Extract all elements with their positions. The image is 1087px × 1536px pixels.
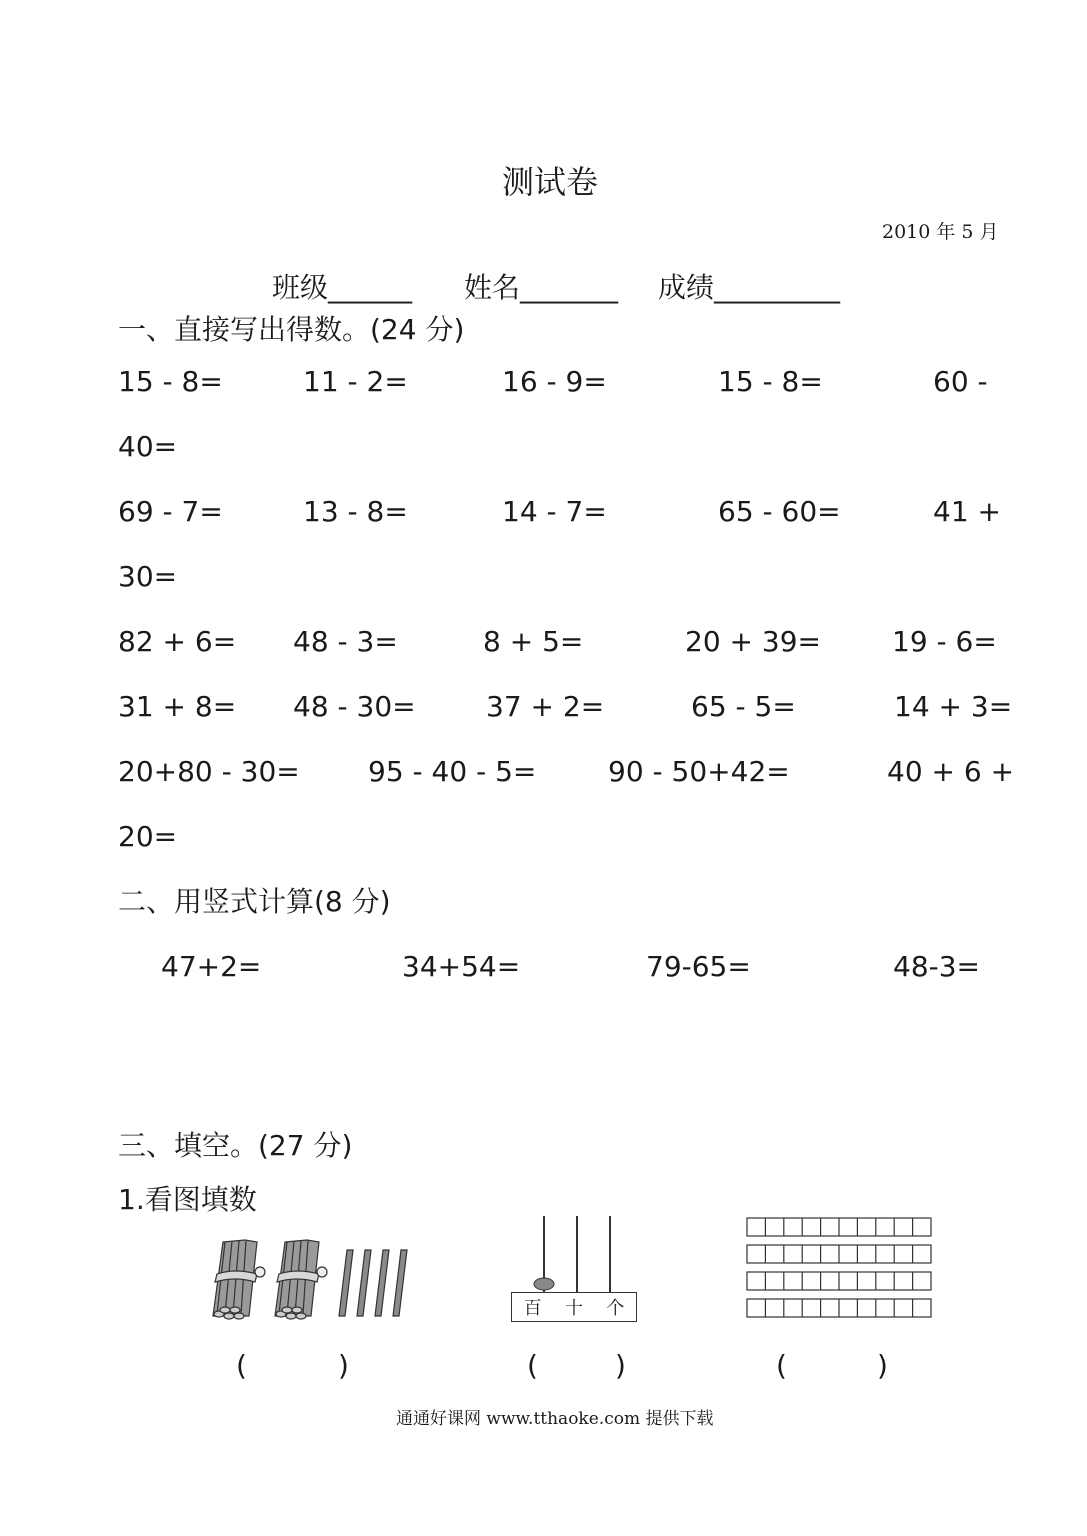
problem: 16 - 9= [502,365,607,398]
problem: 82 + 6= [118,625,237,658]
problem: 95 - 40 - 5= [368,755,537,788]
answer-paren-open: ( [236,1349,247,1382]
section2-heading: 二、用竖式计算(8 分) [118,885,391,918]
problem: 65 - 5= [691,690,796,723]
problem: 8 + 5= [483,625,584,658]
class-field: 班级______ [272,271,413,304]
section1-heading: 一、直接写出得数。(24 分) [118,313,465,346]
problem: 90 - 50+42= [608,755,790,788]
subquestion-title: 1.看图填数 [118,1183,257,1216]
problem: 60 - [933,365,988,398]
problem: 15 - 8= [118,365,223,398]
problem: 65 - 60= [718,495,841,528]
vertical-calc-problem: 79-65= [646,950,751,983]
problem: 14 + 3= [894,690,1013,723]
problem: 41 + [933,495,1001,528]
problem: 11 - 2= [303,365,408,398]
problem: 30= [118,560,178,593]
sticks-bundles-picture [205,1232,420,1324]
score-field: 成绩_________ [658,271,841,304]
problem: 20= [118,820,178,853]
date: 2010 年 5 月 [882,221,999,243]
answer-paren-open: ( [527,1349,538,1382]
problem: 40= [118,430,178,463]
page-title: 测试卷 [502,163,599,201]
problem: 19 - 6= [892,625,997,658]
vertical-calc-problem: 48-3= [893,950,981,983]
problem: 20+80 - 30= [118,755,300,788]
abacus-label-hundreds: 百 [523,1298,542,1319]
vertical-calc-problem: 34+54= [402,950,521,983]
abacus-base [511,1292,637,1322]
problem: 14 - 7= [502,495,607,528]
problem: 48 - 30= [293,690,416,723]
problem: 13 - 8= [303,495,408,528]
problem: 31 + 8= [118,690,237,723]
problem: 37 + 2= [486,690,605,723]
grid-squares-picture [746,1217,932,1319]
abacus-picture [510,1216,640,1324]
answer-paren-close: ) [615,1349,626,1382]
abacus-label-ones: 个 [606,1298,625,1319]
problem: 15 - 8= [718,365,823,398]
problem: 40 + 6 + [887,755,1015,788]
vertical-calc-problem: 47+2= [161,950,262,983]
answer-paren-close: ) [338,1349,349,1382]
section3-heading: 三、填空。(27 分) [118,1129,353,1162]
footer-credit: 通通好课网 www.tthaoke.com 提供下载 [396,1409,714,1429]
abacus-label-tens: 十 [564,1298,583,1319]
answer-paren-open: ( [776,1349,787,1382]
problem: 20 + 39= [685,625,821,658]
answer-paren-close: ) [877,1349,888,1382]
abacus-rods [510,1216,640,1294]
problem: 48 - 3= [293,625,398,658]
problem: 69 - 7= [118,495,223,528]
name-field: 姓名_______ [464,271,619,304]
